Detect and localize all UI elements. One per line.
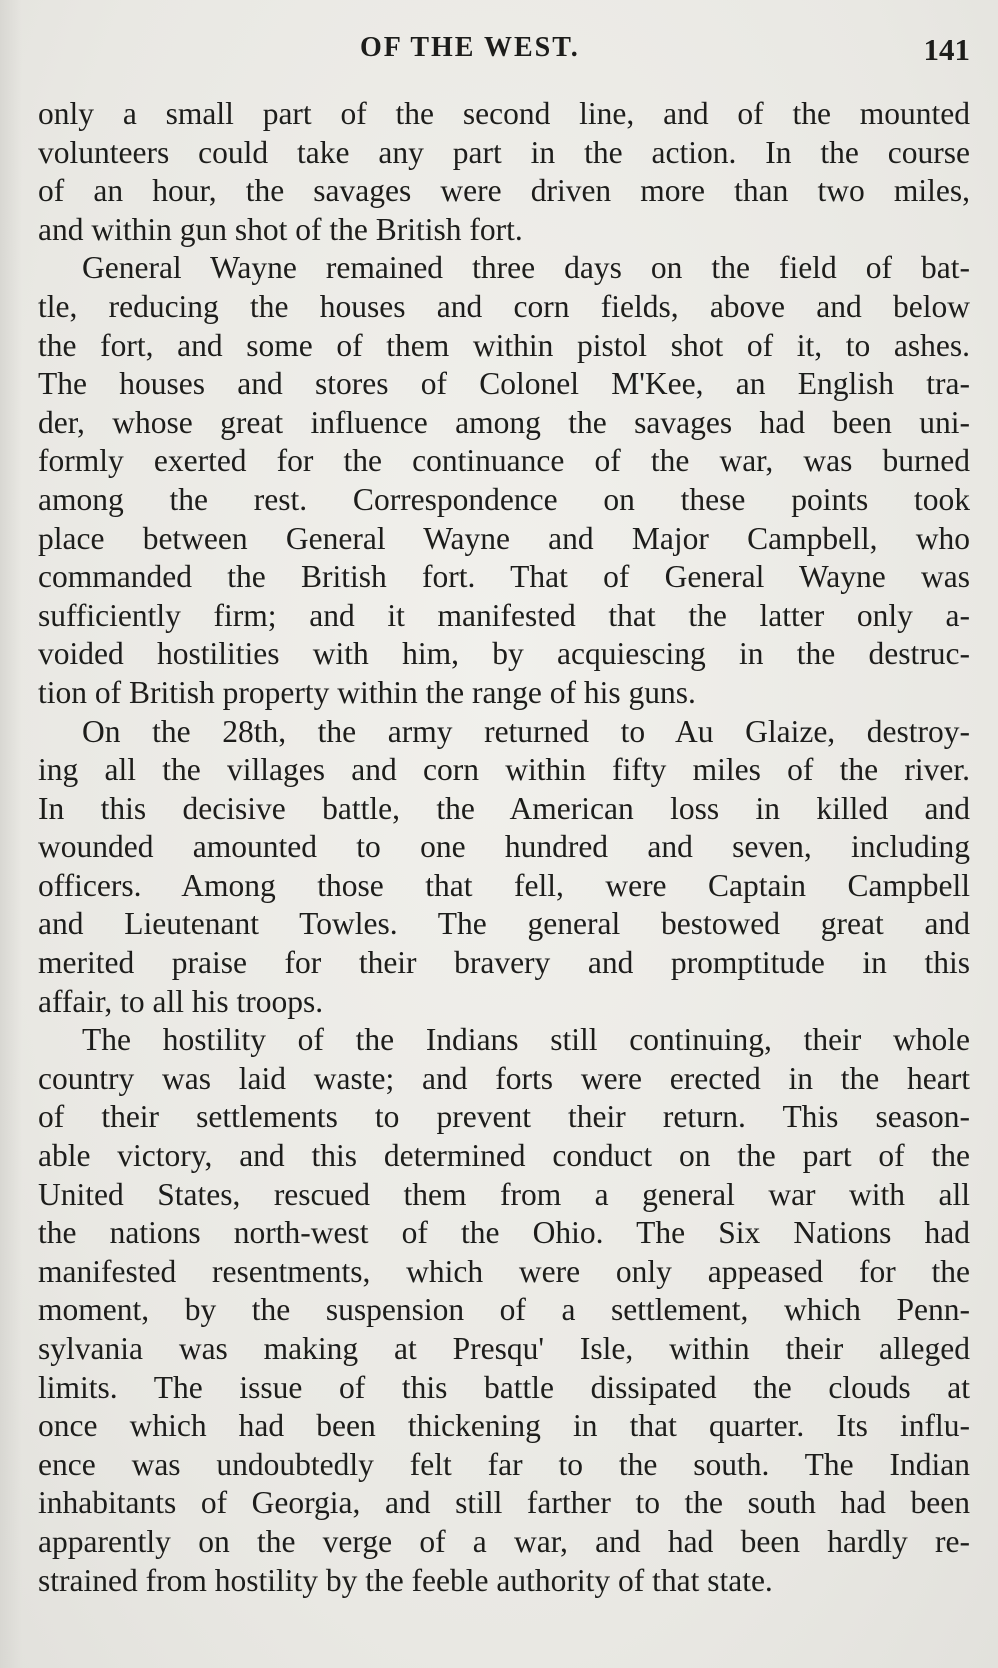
text-line: ing all the villages and corn within fifty miles of the river.	[38, 752, 970, 788]
text-line: volunteers could take any part in the action. In the course	[38, 134, 970, 170]
text-line: limits. The issue of this battle dissipated the clouds at	[38, 1369, 970, 1405]
text-line: the nations north-west of the Ohio. The Six Nations had	[38, 1215, 970, 1251]
body-text	[38, 95, 970, 1600]
paragraph	[38, 95, 970, 249]
paragraph	[38, 713, 970, 1022]
text-line: ence was undoubtedly felt far to the south. The Indian	[38, 1446, 970, 1482]
text-line: of their settlements to prevent their return. This season-	[38, 1099, 970, 1135]
text-line: The houses and stores of Colonel M'Kee, an English tra-	[38, 366, 970, 402]
text-line: commanded the British fort. That of General Wayne was	[38, 559, 970, 595]
text-line: sufficiently firm; and it manifested that the latter only a-	[38, 597, 970, 633]
text-line: tle, reducing the houses and corn fields, above and below	[38, 288, 970, 324]
text-line: formly exerted for the continuance of the war, was burned	[38, 443, 970, 479]
text-line: place between General Wayne and Major Campbell, who	[38, 520, 970, 556]
text-line: manifested resentments, which were only appeased for the	[38, 1253, 970, 1289]
text-line: merited praise for their bravery and promptitude in this	[38, 945, 970, 981]
text-line: wounded amounted to one hundred and seven, including	[38, 829, 970, 865]
text-line: able victory, and this determined conduct on the part of the	[38, 1138, 970, 1174]
text-line: and Lieutenant Towles. The general bestowed great and	[38, 906, 970, 942]
text-line: of an hour, the savages were driven more than two miles,	[38, 173, 970, 209]
text-line: and within gun shot of the British fort.	[38, 211, 523, 247]
text-line: tion of British property within the range of his guns.	[38, 674, 696, 710]
text-line: General Wayne remained three days on the field of bat-	[82, 250, 970, 286]
text-line: the fort, and some of them within pistol shot of it, to ashes.	[38, 327, 970, 363]
text-line: apparently on the verge of a war, and had been hardly re-	[38, 1523, 970, 1559]
paragraph	[38, 1021, 970, 1600]
running-head: OF THE WEST.	[360, 32, 580, 63]
text-line: only a small part of the second line, and of the mounted	[38, 96, 970, 131]
text-line: once which had been thickening in that quarter. Its influ-	[38, 1408, 970, 1444]
text-line: among the rest. Correspondence on these points took	[38, 481, 970, 517]
text-line: der, whose great influence among the savages had been uni-	[38, 404, 970, 440]
page-number: 141	[923, 32, 970, 67]
page-gutter-shadow	[0, 0, 22, 1668]
text-line: moment, by the suspension of a settlement, which Penn-	[38, 1292, 970, 1328]
paragraph	[38, 249, 970, 712]
text-line: inhabitants of Georgia, and still farther to the south had been	[38, 1485, 970, 1521]
text-line: officers. Among those that fell, were Captain Campbell	[38, 867, 970, 903]
text-line: On the 28th, the army returned to Au Glaize, destroy-	[82, 713, 970, 749]
text-line: strained from hostility by the feeble authority of that state.	[38, 1562, 773, 1598]
text-line: sylvania was making at Presqu' Isle, within their alleged	[38, 1331, 970, 1366]
text-line: The hostility of the Indians still continuing, their whole	[82, 1022, 970, 1058]
text-line: country was laid waste; and forts were erected in the heart	[38, 1060, 970, 1096]
text-line: In this decisive battle, the American loss in killed and	[38, 790, 970, 826]
page-header	[0, 32, 998, 72]
text-line: voided hostilities with him, by acquiescing in the destruc-	[38, 636, 970, 672]
text-line: United States, rescued them from a general war with all	[38, 1176, 970, 1212]
text-line: affair, to all his troops.	[38, 983, 324, 1019]
